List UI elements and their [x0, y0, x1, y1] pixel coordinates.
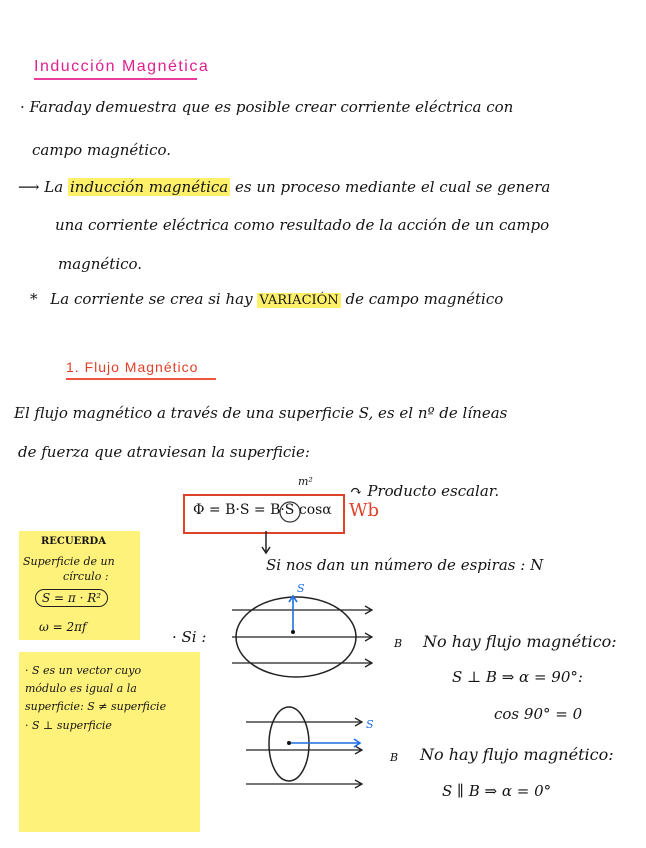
- case2-text: No hay flujo magnético:: [420, 745, 614, 764]
- case2-relation: S ∥ B ⇒ α = 0°: [442, 782, 552, 800]
- case1-text: No hay flujo magnético:: [423, 632, 617, 651]
- para2-pre: La: [44, 178, 64, 196]
- case2-normal-vector: [289, 739, 360, 747]
- case1-cos: cos 90° = 0: [494, 705, 583, 723]
- curved-arrow-icon: ↷: [350, 482, 363, 500]
- para1-line1: · Faraday demuestra que es posible crear corriente eléctrica con: [20, 98, 514, 116]
- case1-field-lines: [232, 606, 372, 667]
- down-arrow-icon: [262, 531, 270, 553]
- para4-line2: de fuerza que atraviesan la superficie:: [18, 443, 310, 461]
- note2-line1: · S es un vector cuyo: [25, 664, 142, 677]
- recuerda-line1: Superficie de un: [23, 555, 115, 568]
- para3-post: de campo magnético: [345, 290, 504, 308]
- formula-unit: Wb: [349, 500, 380, 521]
- case1-si: · Si :: [172, 628, 207, 646]
- note2-line2: módulo es igual a la: [25, 682, 137, 695]
- espiras-note: Si nos dan un número de espiras : N: [266, 556, 544, 574]
- case2-field-lines: [246, 718, 362, 788]
- recuerda-formula: S = π · R²: [35, 589, 108, 607]
- recuerda-line2: círculo :: [63, 570, 109, 583]
- formula-m2: m²: [298, 475, 313, 488]
- case2-b-label: B: [390, 751, 399, 764]
- para2-post: es un proceso mediante el cual se genera: [235, 178, 551, 196]
- long-arrow-icon: ⟶: [18, 178, 40, 196]
- para3-pre: La corriente se crea si hay: [50, 290, 253, 308]
- note2-line3: superficie: S ≠ superficie: [25, 700, 167, 713]
- recuerda-omega: ω = 2πf: [39, 620, 87, 634]
- s-circle-mark: [280, 502, 300, 522]
- case1-normal-vector: [289, 596, 297, 632]
- case1-b-label: B: [394, 637, 403, 650]
- star-mark: *: [30, 290, 38, 308]
- para3-highlight: VARIACIÓN: [259, 293, 339, 308]
- case1-relation: S ⊥ B ⇒ α = 90°:: [452, 668, 583, 686]
- para2-line2: una corriente eléctrica como resultado de la acción de un campo: [55, 216, 550, 234]
- section1-title: 1. Flujo Magnético: [66, 359, 199, 375]
- para4-line1: El flujo magnético a través de una superficie S, es el nº de líneas: [14, 404, 508, 422]
- para1-line2: campo magnético.: [32, 141, 172, 159]
- para2-line3: magnético.: [58, 255, 143, 273]
- para2-highlight: inducción magnética: [69, 178, 229, 196]
- formula-text: Φ = B·S = B·S cosα: [193, 502, 332, 518]
- case2-s-label: S: [366, 718, 374, 731]
- case1-s-label: S: [297, 582, 305, 595]
- recuerda-title: RECUERDA: [41, 536, 106, 547]
- product-label-text: Producto escalar.: [367, 482, 500, 500]
- page-title: Inducción Magnética: [34, 58, 210, 75]
- note2-line4: · S ⊥ superficie: [25, 719, 112, 732]
